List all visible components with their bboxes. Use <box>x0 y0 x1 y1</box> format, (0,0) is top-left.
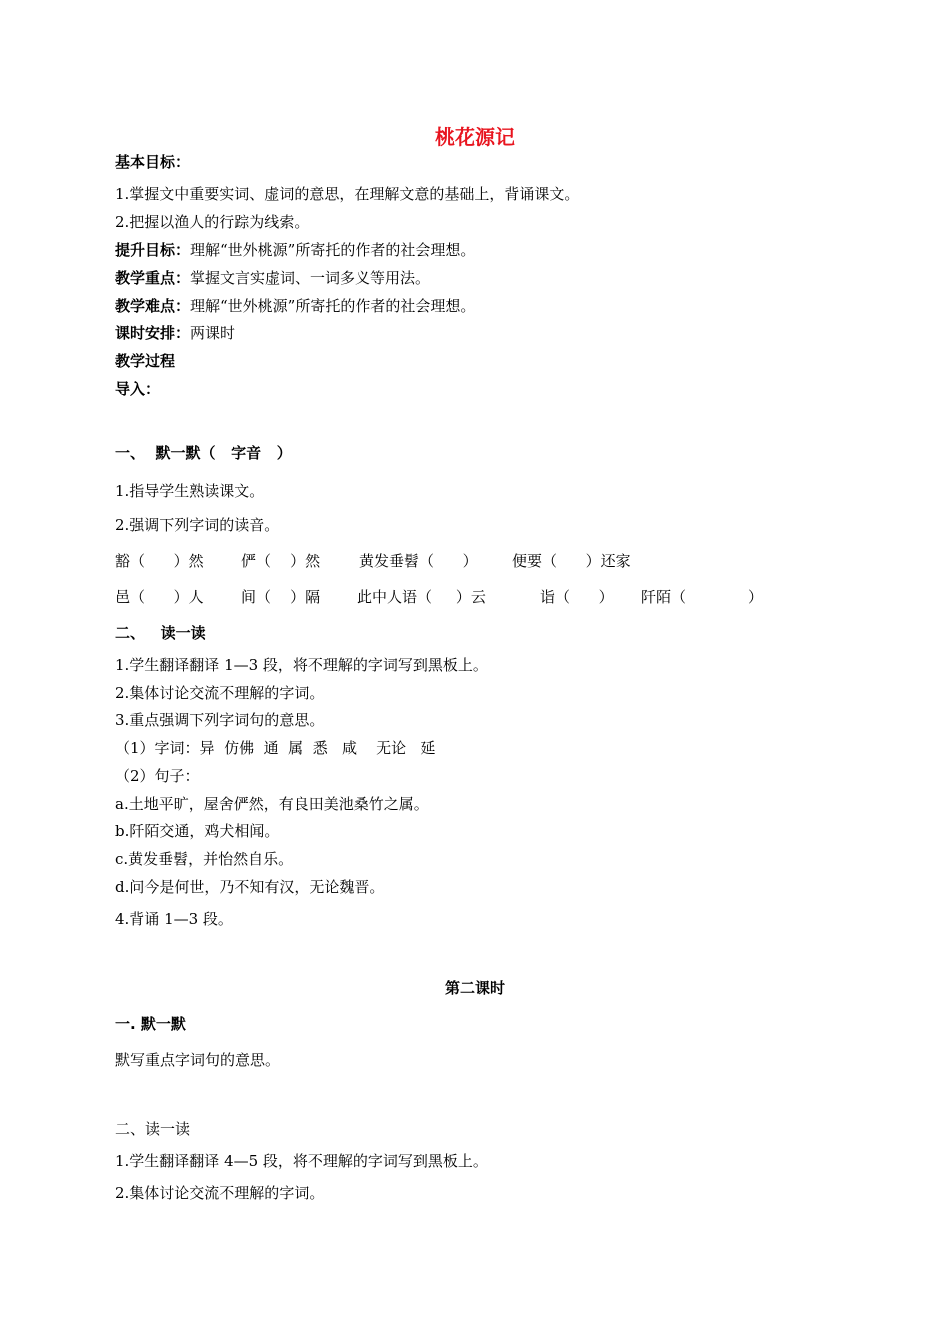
pinyin-blank: 诣（ ） <box>540 588 614 606</box>
pinyin-blank: 阡陌（ ） <box>641 588 763 606</box>
schedule-text: 两课时 <box>190 324 236 342</box>
section2-item: d.问今是何世，乃不知有汉，无论魏晋。 <box>115 878 385 896</box>
section1-item: 2.强调下列字词的读音。 <box>115 516 280 534</box>
page-title: 桃花源记 <box>435 125 515 149</box>
lesson2-part2-heading: 二、读一读 <box>115 1120 191 1138</box>
lesson2-part1-heading: 一. 默一默 <box>115 1015 186 1033</box>
basic-goal-item: 1.掌握文中重要实词、虚词的意思，在理解文意的基础上，背诵课文。 <box>115 185 580 203</box>
pinyin-blank: 便要（ ）还家 <box>512 552 631 570</box>
basic-goal-label: 基本目标： <box>115 153 191 171</box>
raise-goal-line <box>115 240 475 260</box>
pinyin-blank: 间（ ）隔 <box>241 588 321 606</box>
section2-item: 3.重点强调下列字词句的意思。 <box>115 711 325 729</box>
pinyin-blank: 此中人语（ ）云 <box>357 588 486 606</box>
pinyin-blank: 邑（ ）人 <box>115 588 204 606</box>
lesson2-item: 1.学生翻译翻译 4—5 段，将不理解的字词写到黑板上。 <box>115 1152 488 1170</box>
schedule-line <box>115 323 235 343</box>
section2-item: （2）句子： <box>115 767 200 785</box>
section2-item: （1）字词：异 仿佛 通 属 悉 咸 无论 延 <box>115 739 436 757</box>
process-label: 教学过程 <box>115 352 176 370</box>
section1-heading: 一、 默一默（ 字音 ） <box>115 444 292 462</box>
lesson2-item: 2.集体讨论交流不理解的字词。 <box>115 1184 325 1202</box>
difficulty-text: 理解“世外桃源”所寄托的作者的社会理想。 <box>190 297 476 315</box>
section2-item: a.土地平旷，屋舍俨然，有良田美池桑竹之属。 <box>115 795 429 813</box>
key-point-text: 掌握文言实虚词、一词多义等用法。 <box>190 269 431 287</box>
key-point-line <box>115 268 430 288</box>
difficulty-label: 教学难点： <box>115 297 191 315</box>
basic-goal-item: 2.把握以渔人的行踪为线索。 <box>115 213 310 231</box>
intro-label: 导入： <box>115 380 161 398</box>
difficulty-line <box>115 296 475 316</box>
section1-item: 1.指导学生熟读课文。 <box>115 482 265 500</box>
section2-item: c.黄发垂髫，并怡然自乐。 <box>115 850 294 868</box>
raise-goal-text: 理解“世外桃源”所寄托的作者的社会理想。 <box>190 241 476 259</box>
raise-goal-label: 提升目标： <box>115 241 191 259</box>
pinyin-blank: 豁（ ）然 <box>115 552 204 570</box>
section2-item: 1.学生翻译翻译 1—3 段，将不理解的字词写到黑板上。 <box>115 656 488 674</box>
section2-heading: 二、 读一读 <box>115 624 206 642</box>
pinyin-blank: 俨（ ）然 <box>241 552 321 570</box>
pinyin-blank: 黄发垂髫（ ） <box>359 552 478 570</box>
lesson2-part1-text: 默写重点字词句的意思。 <box>115 1051 281 1069</box>
schedule-label: 课时安排： <box>115 324 191 342</box>
section2-item: 2.集体讨论交流不理解的字词。 <box>115 684 325 702</box>
key-point-label: 教学重点： <box>115 269 191 287</box>
section2-item: 4.背诵 1—3 段。 <box>115 910 233 928</box>
section2-item: b.阡陌交通，鸡犬相闻。 <box>115 822 280 840</box>
second-lesson-label: 第二课时 <box>444 979 505 997</box>
